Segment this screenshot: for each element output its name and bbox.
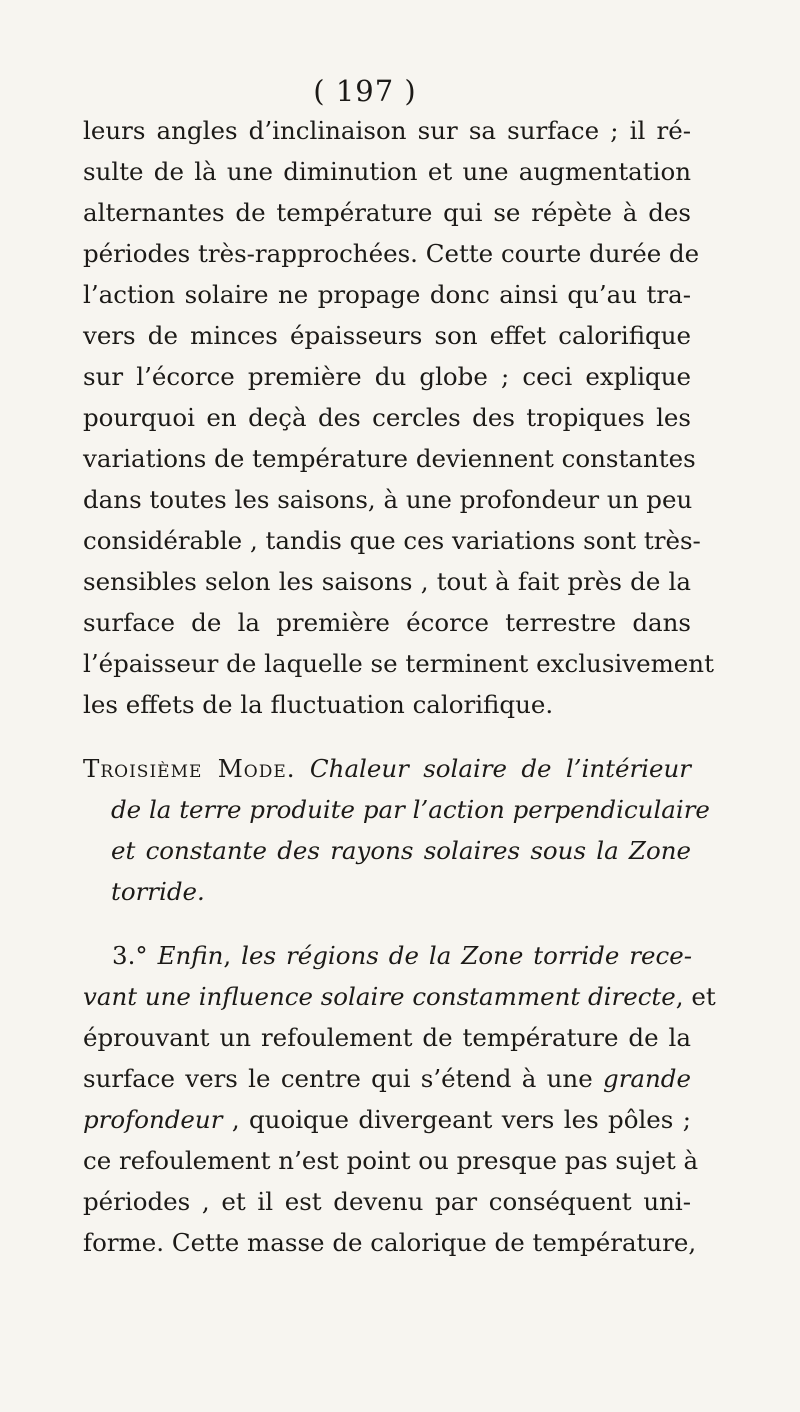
text-line: sensibles selon les saisons , tout à fait près de la	[83, 567, 691, 596]
text-line	[83, 1062, 691, 1096]
text-span: surface vers le centre qui s’étend à une	[83, 1064, 593, 1093]
text-line: sur l’écorce première du globe ; ceci explique	[83, 362, 691, 391]
text-line	[112, 939, 692, 973]
heading-line	[83, 752, 691, 786]
heading-label: Troisième Mode.	[83, 754, 296, 783]
text-line: l’épaisseur de laquelle se terminent exclusivement	[83, 649, 714, 678]
text-line: l’action solaire ne propage donc ainsi qu’au tra-	[83, 280, 691, 309]
text-line: éprouvant un refoulement de température de la	[83, 1023, 691, 1052]
heading-title-line: et constante des rayons solaires sous la Zone	[111, 836, 691, 865]
paragraph-number: 3.°	[112, 941, 148, 970]
page-number: ( 197 )	[313, 74, 417, 108]
heading-title-line: torride.	[111, 877, 205, 906]
text-line: considérable , tandis que ces variations sont très-	[83, 526, 701, 555]
text-line: dans toutes les saisons, à une profondeur un peu	[83, 485, 693, 514]
heading-title-line: de la terre produite par l’action perpendiculaire	[111, 795, 710, 824]
text-line: sulte de là une diminution et une augmentation	[83, 157, 691, 186]
italic-phrase: grande	[603, 1064, 691, 1093]
punctuation: , et	[675, 982, 716, 1011]
heading-title: Chaleur solaire de l’intérieur	[309, 754, 691, 783]
text-line: périodes très-rapprochées. Cette courte durée de	[83, 239, 700, 268]
italic-phrase: les régions de la Zone torride rece-	[241, 941, 692, 970]
italic-phrase: vant une influence solaire constamment directe	[83, 982, 676, 1011]
italic-phrase: profondeur	[83, 1105, 223, 1134]
text-line: variations de température deviennent constantes	[83, 444, 696, 473]
text-line: alternantes de température qui se répète à des	[83, 198, 691, 227]
text-line: périodes , et il est devenu par conséquent uni-	[83, 1187, 691, 1216]
italic-phrase: Enfin	[157, 941, 224, 970]
text-span: , quoique divergeant vers les pôles ;	[231, 1105, 691, 1134]
text-line: leurs angles d’inclinaison sur sa surface ; il ré-	[83, 116, 691, 145]
punctuation: ,	[223, 941, 232, 970]
text-line: vers de minces épaisseurs son effet calorifique	[83, 321, 691, 350]
text-line: forme. Cette masse de calorique de température,	[83, 1228, 697, 1257]
text-line: les effets de la fluctuation calorifique.	[83, 690, 554, 719]
text-line: pourquoi en deçà des cercles des tropiques les	[83, 403, 691, 432]
text-line: surface de la première écorce terrestre dans	[83, 608, 691, 637]
text-line	[83, 1103, 691, 1137]
text-line: ce refoulement n’est point ou presque pas sujet à	[83, 1146, 699, 1175]
text-line	[83, 980, 716, 1014]
